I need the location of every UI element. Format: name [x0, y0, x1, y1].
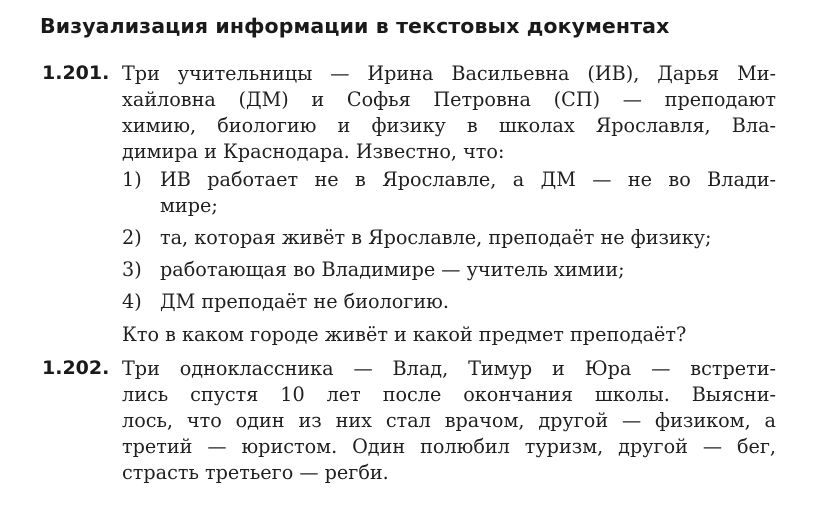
problem-text-line: третий — юристом. Один полюбил туризм, другой — бег, — [122, 435, 776, 458]
problem-number: 1.201. — [42, 62, 110, 84]
condition-text-line: та, которая живёт в Ярославле, преподаёт не физику; — [160, 226, 712, 249]
problem-text-line: Три одноклассника — Влад, Тимур и Юра — встрети- — [122, 357, 776, 380]
problem-text-line: лись спустя 10 лет после окончания школы. Выясни- — [122, 383, 776, 406]
condition-text-line: работающая во Владимире — учитель химии; — [160, 258, 625, 281]
condition-text-line: мире; — [160, 194, 218, 217]
section-heading: Визуализация информации в текстовых документах — [40, 14, 670, 38]
problem-text-line: лось, что один из них стал врачом, другой — физиком, а — [122, 409, 776, 432]
condition-marker: 1) — [122, 168, 142, 191]
problem-question: Кто в каком городе живёт и какой предмет преподаёт? — [122, 323, 687, 346]
problem-text-line: Три учительницы — Ирина Васильевна (ИВ), Дарья Ми- — [122, 62, 776, 85]
condition-text-line: ДМ преподаёт не биологию. — [160, 290, 449, 313]
problem-text-line: страсть третьего — регби. — [122, 461, 389, 484]
problem-text-line: димира и Краснодара. Известно, что: — [122, 140, 505, 163]
condition-marker: 2) — [122, 226, 142, 249]
problem-number: 1.202. — [42, 357, 110, 379]
problem-text-line: химию, биологию и физику в школах Ярославля, Вла- — [122, 114, 776, 137]
condition-marker: 4) — [122, 290, 142, 313]
condition-marker: 3) — [122, 258, 142, 281]
problem-text-line: хайловна (ДМ) и Софья Петровна (СП) — преподают — [122, 88, 776, 111]
condition-text-line: ИВ работает не в Ярославле, а ДМ — не во Влади- — [160, 168, 776, 191]
